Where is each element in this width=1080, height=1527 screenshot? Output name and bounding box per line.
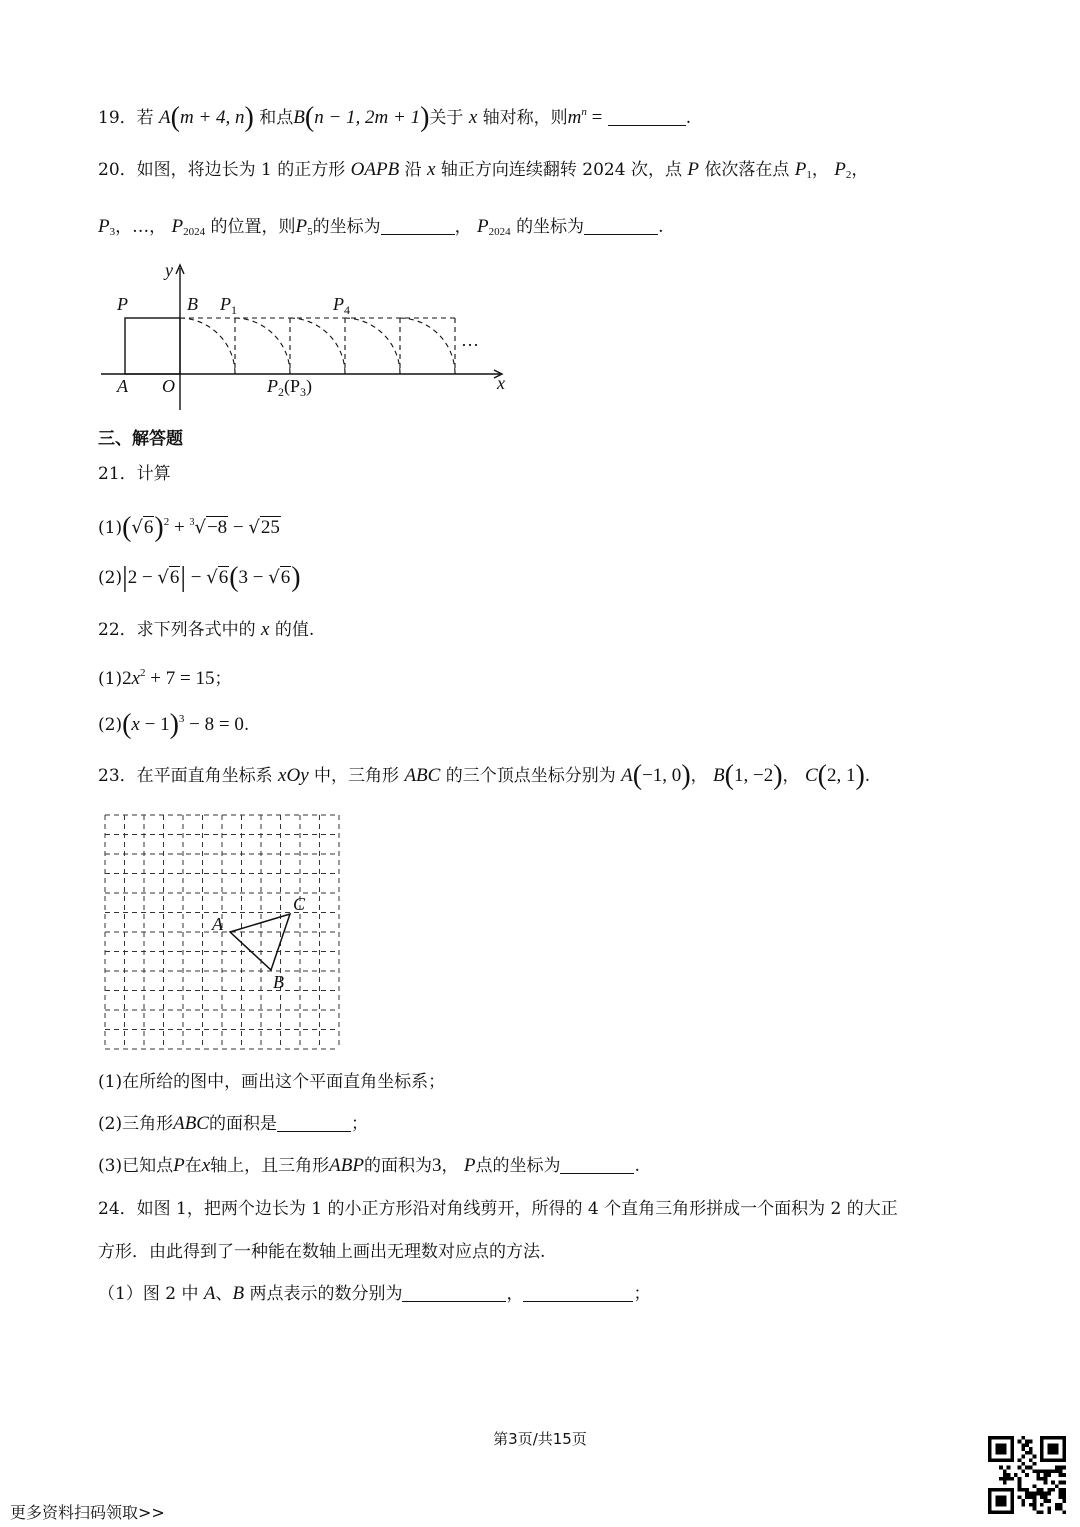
qr-module bbox=[1029, 1492, 1033, 1496]
qr-module bbox=[999, 1466, 1003, 1470]
qr-module bbox=[1025, 1440, 1029, 1444]
label-C: C bbox=[293, 894, 306, 914]
qr-module bbox=[1021, 1455, 1025, 1459]
qr-module bbox=[1021, 1436, 1025, 1440]
qr-module bbox=[1033, 1484, 1037, 1488]
qr-module bbox=[995, 1495, 1006, 1506]
qr-module bbox=[1059, 1481, 1063, 1485]
qr-module bbox=[1018, 1481, 1022, 1485]
question-20-line2: $P_3$，…， $P_{2024}$ 的位置，则$P_5$的坐标为 ， $P_{2024}$ 的坐标为 . bbox=[98, 216, 664, 238]
qr-module bbox=[1036, 1488, 1040, 1492]
question-19: 19．若 A(m + 4, n) 和点B(n − 1, 2m + 1)关于 x 轴对称，则$m^n$ = . bbox=[98, 102, 692, 133]
qr-module bbox=[1059, 1503, 1063, 1507]
question-20-line1: 20．如图，将边长为 1 的正方形 OAPB 沿 x 轴正方向连续翻转 2024 次，点 P 依次落在点 $P_1$， $P_2$， bbox=[98, 159, 869, 181]
answer-blank bbox=[584, 216, 658, 235]
qr-module bbox=[1003, 1469, 1007, 1473]
qr-module bbox=[1021, 1462, 1025, 1466]
question-22-title: 22．求下列各式中的 x 的值. bbox=[98, 619, 315, 640]
qr-module bbox=[1051, 1469, 1055, 1473]
qr-module bbox=[1059, 1495, 1063, 1499]
qr-module bbox=[1018, 1440, 1022, 1444]
qr-module bbox=[1033, 1507, 1037, 1511]
qr-module bbox=[1047, 1507, 1051, 1511]
qr-module bbox=[1047, 1473, 1051, 1477]
qr-module bbox=[1033, 1499, 1037, 1503]
qr-module bbox=[1059, 1466, 1063, 1470]
label-ellipsis: … bbox=[461, 330, 479, 350]
answer-blank bbox=[560, 1155, 634, 1174]
qr-module bbox=[1036, 1477, 1040, 1481]
question-23-sub3: (3)已知点P在x轴上，且三角形ABP的面积为3， P点的坐标为 . bbox=[98, 1155, 640, 1176]
label-P2-P3: $P_2(P_3)$ bbox=[267, 376, 313, 399]
qr-module bbox=[1025, 1488, 1029, 1492]
qr-module bbox=[1062, 1488, 1066, 1492]
qr-module bbox=[1036, 1492, 1040, 1496]
qr-module bbox=[1044, 1495, 1048, 1499]
qr-module bbox=[1025, 1495, 1029, 1499]
qr-module bbox=[1055, 1484, 1059, 1488]
qr-module bbox=[1018, 1488, 1022, 1492]
qr-module bbox=[1044, 1473, 1048, 1477]
question-23-sub2: (2)三角形ABC的面积是 ； bbox=[98, 1113, 368, 1134]
dashed-arc bbox=[290, 318, 345, 374]
qr-module bbox=[1062, 1473, 1066, 1477]
label-P: P bbox=[117, 294, 128, 314]
qr-module bbox=[1040, 1495, 1044, 1499]
qr-module bbox=[1055, 1503, 1059, 1507]
answer-blank bbox=[608, 107, 686, 126]
question-22-part2: $(2)(x - 1)^3 - 8 = 0$. bbox=[98, 709, 250, 740]
qr-module bbox=[1055, 1466, 1059, 1470]
qr-module bbox=[1040, 1469, 1044, 1473]
qr-module bbox=[1047, 1499, 1051, 1503]
qr-module bbox=[1036, 1473, 1040, 1477]
qr-module bbox=[1047, 1492, 1051, 1496]
qr-module bbox=[1025, 1443, 1029, 1447]
qr-module bbox=[1021, 1469, 1025, 1473]
qr-module bbox=[1062, 1492, 1066, 1496]
qr-module bbox=[1059, 1507, 1063, 1511]
qr-module bbox=[1018, 1458, 1022, 1462]
qr-module bbox=[1033, 1462, 1037, 1466]
qr-module bbox=[1029, 1458, 1033, 1462]
answer-blank bbox=[381, 216, 455, 235]
qr-module bbox=[1055, 1469, 1059, 1473]
qr-module bbox=[1044, 1481, 1048, 1485]
promo-link[interactable]: 更多资料扫码领取>> bbox=[10, 1503, 165, 1522]
qr-module bbox=[1033, 1503, 1037, 1507]
label-B: B bbox=[187, 294, 198, 314]
qr-module bbox=[1021, 1499, 1025, 1503]
qr-module bbox=[1007, 1477, 1011, 1481]
question-22-part1: $(1)2x^2 + 7 = 15$； bbox=[98, 667, 232, 689]
question-23-sub1: (1)在所给的图中，画出这个平面直角坐标系； bbox=[98, 1072, 446, 1092]
figure-q23-grid bbox=[100, 810, 360, 1058]
qr-module bbox=[1059, 1488, 1063, 1492]
label-B: B bbox=[273, 972, 284, 992]
qr-module bbox=[1021, 1447, 1025, 1451]
label-P4: $P_4$ bbox=[333, 294, 350, 317]
qr-module bbox=[1044, 1469, 1048, 1473]
qr-module bbox=[1021, 1503, 1025, 1507]
qr-module bbox=[1059, 1492, 1063, 1496]
answer-blank bbox=[402, 1283, 506, 1302]
qr-module bbox=[1010, 1477, 1014, 1481]
qr-module bbox=[1003, 1473, 1007, 1477]
label-y: y bbox=[165, 260, 173, 280]
qr-module bbox=[1029, 1466, 1033, 1470]
qr-module bbox=[1021, 1488, 1025, 1492]
qr-module bbox=[995, 1443, 1006, 1454]
qr-module bbox=[1029, 1503, 1033, 1507]
question-24-line2: 方形．由此得到了一种能在数轴上画出无理数对应点的方法. bbox=[98, 1242, 546, 1262]
section-title: 三、解答题 bbox=[98, 429, 183, 449]
qr-module bbox=[1029, 1447, 1033, 1451]
qr-module bbox=[1040, 1510, 1044, 1514]
square-OAPB bbox=[125, 318, 180, 374]
label-A: A bbox=[212, 914, 223, 934]
qr-module bbox=[1033, 1455, 1037, 1459]
question-24-sub1: （1）图 2 中 A、B 两点表示的数分别为 ， ； bbox=[98, 1283, 651, 1304]
qr-module bbox=[999, 1477, 1003, 1481]
qr-module bbox=[1021, 1443, 1025, 1447]
qr-module bbox=[1025, 1473, 1029, 1477]
qr-module bbox=[1047, 1510, 1051, 1514]
qr-module bbox=[1018, 1466, 1022, 1470]
qr-module bbox=[1040, 1492, 1044, 1496]
qr-module bbox=[1014, 1473, 1018, 1477]
qr-module bbox=[1033, 1495, 1037, 1499]
question-21-title: 21．计算 bbox=[98, 464, 171, 484]
qr-module bbox=[1044, 1499, 1048, 1503]
answer-blank bbox=[523, 1283, 633, 1302]
label-P1: $P_1$ bbox=[220, 294, 237, 317]
dashed-arc bbox=[400, 318, 455, 374]
qr-module bbox=[1051, 1481, 1055, 1485]
qr-module bbox=[1047, 1469, 1051, 1473]
qr-module bbox=[1033, 1469, 1037, 1473]
qr-module bbox=[1025, 1466, 1029, 1470]
qr-module bbox=[1062, 1466, 1066, 1470]
qr-module bbox=[1029, 1451, 1033, 1455]
label-O: O bbox=[162, 376, 175, 396]
qr-module bbox=[1062, 1481, 1066, 1485]
qr-module bbox=[1062, 1495, 1066, 1499]
qr-module bbox=[1040, 1477, 1044, 1481]
qr-module bbox=[1007, 1466, 1011, 1470]
qr-module bbox=[1059, 1473, 1063, 1477]
qr-module bbox=[1003, 1481, 1007, 1485]
qr-module bbox=[1051, 1488, 1055, 1492]
label-x: x bbox=[497, 373, 505, 393]
question-24-line1: 24．如图 1，把两个边长为 1 的小正方形沿对角线剪开，所得的 4 个直角三角形拼成一个面积为 2 的大正 bbox=[98, 1199, 898, 1219]
qr-module bbox=[1029, 1440, 1033, 1444]
page-number: 第3页/共15页 bbox=[493, 1430, 587, 1448]
qr-module bbox=[1007, 1473, 1011, 1477]
answer-blank bbox=[277, 1113, 351, 1132]
qr-module bbox=[1003, 1477, 1007, 1481]
qr-module bbox=[1036, 1510, 1040, 1514]
qr-code-icon[interactable] bbox=[988, 1436, 1066, 1514]
qr-module bbox=[1044, 1492, 1048, 1496]
figure-q20-square-rolling bbox=[95, 258, 525, 418]
question-21-part1: $(1)(√6)^2 + ^3√-8 - √25$ bbox=[98, 512, 280, 543]
qr-module bbox=[1029, 1495, 1033, 1499]
qr-module bbox=[1062, 1510, 1066, 1514]
qr-module bbox=[1047, 1488, 1051, 1492]
question-21-part2: (2)|2 − √6| − √6(3 − √6) bbox=[98, 562, 301, 593]
qr-module bbox=[1047, 1443, 1058, 1454]
question-23-intro: 23．在平面直角坐标系 xOy 中，三角形 ABC 的三个顶点坐标分别为 A(−1, 0)， B(1, −2)， C(2, 1). bbox=[98, 760, 871, 791]
qr-module bbox=[1036, 1469, 1040, 1473]
qr-module bbox=[1040, 1503, 1044, 1507]
qr-module bbox=[1062, 1499, 1066, 1503]
qr-module bbox=[1055, 1507, 1059, 1511]
dashed-arc bbox=[180, 318, 235, 374]
label-A: A bbox=[117, 376, 128, 396]
qr-module bbox=[1018, 1495, 1022, 1499]
qr-module bbox=[1025, 1451, 1029, 1455]
qr-module bbox=[1033, 1492, 1037, 1496]
qr-module bbox=[1040, 1488, 1044, 1492]
dashed-arc bbox=[235, 318, 290, 374]
qr-module bbox=[1018, 1477, 1022, 1481]
dashed-arc bbox=[345, 318, 400, 374]
qr-module bbox=[1018, 1484, 1022, 1488]
qr-module bbox=[1025, 1492, 1029, 1496]
qr-module bbox=[1059, 1469, 1063, 1473]
qr-module bbox=[1044, 1477, 1048, 1481]
